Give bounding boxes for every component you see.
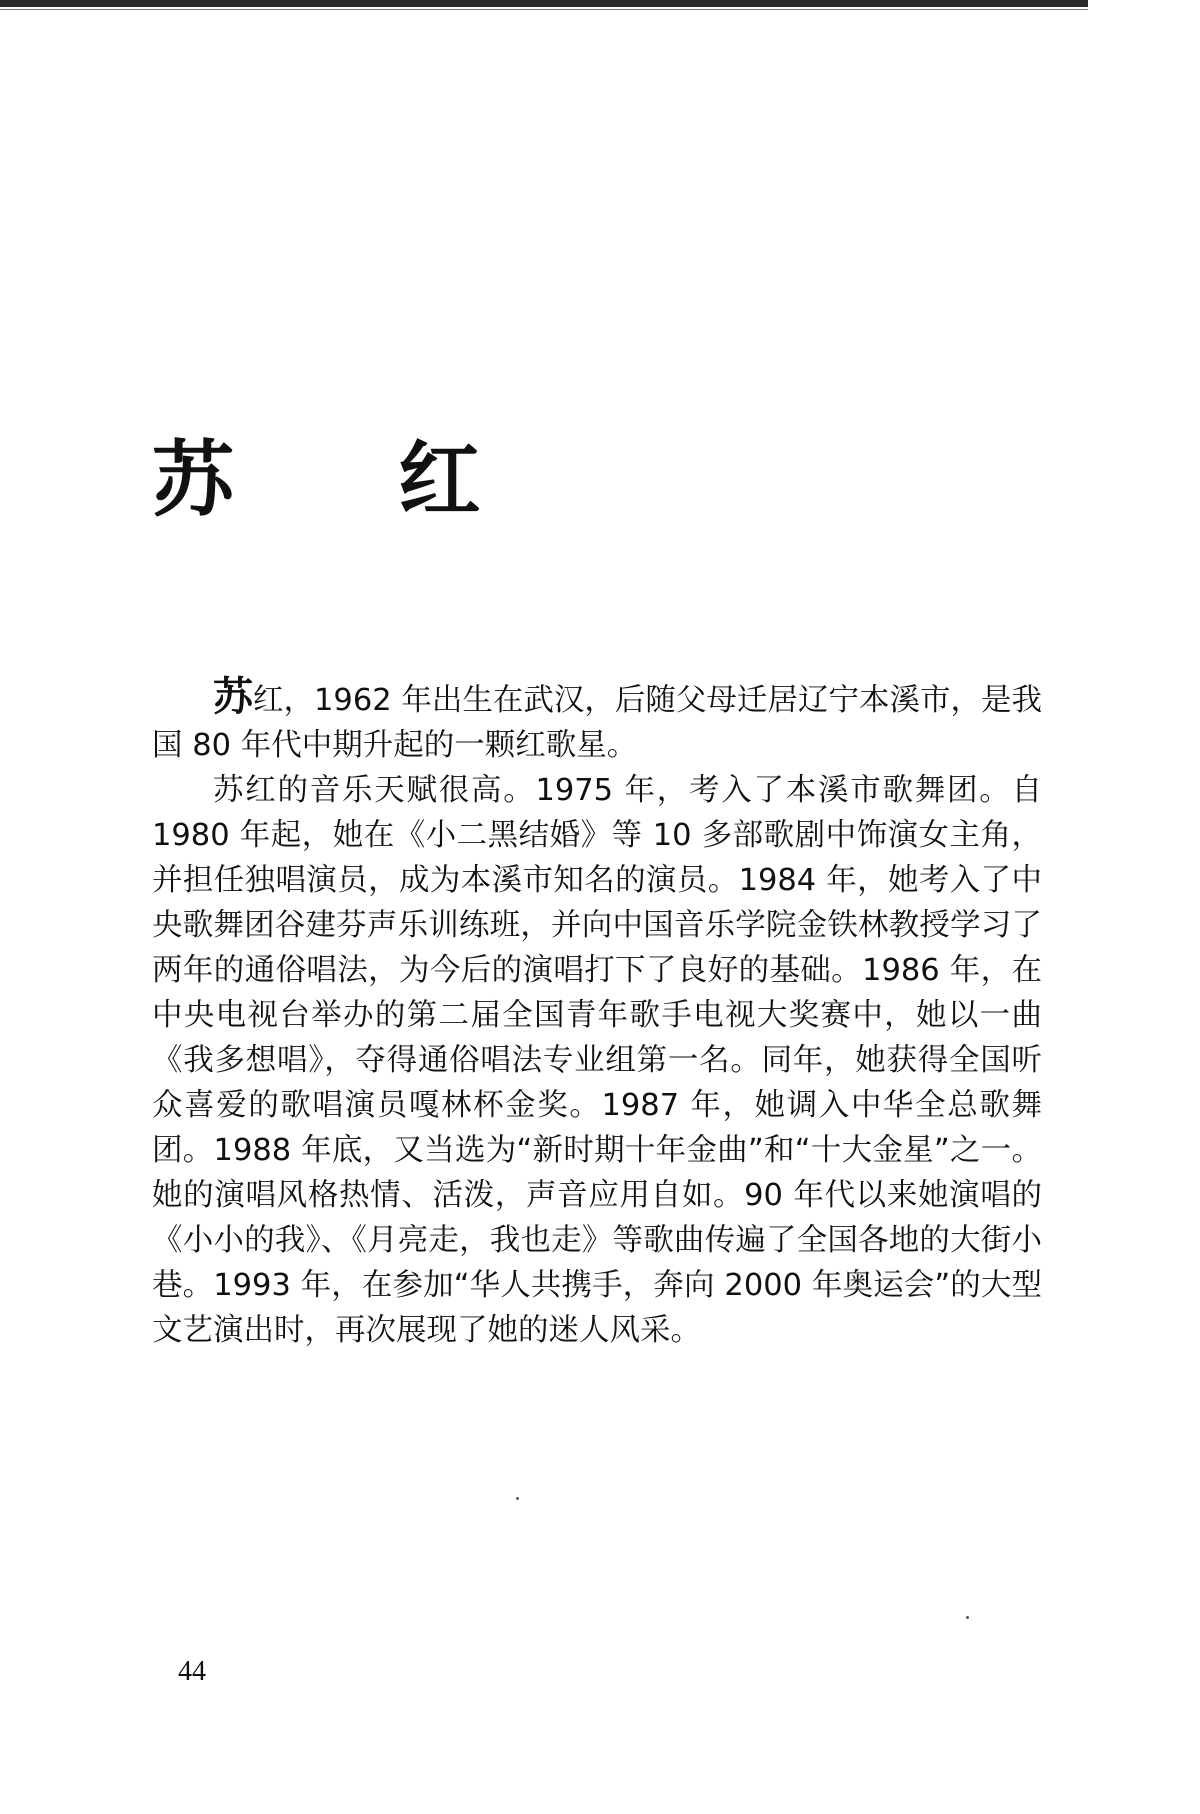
paragraph-1: 苏红，1962 年出生在武汉，后随父母迁居辽宁本溪市，是我国 80 年代中期升起的一颗红歌星。 bbox=[152, 674, 1042, 763]
page-number: 44 bbox=[178, 1656, 206, 1687]
top-rule bbox=[0, 0, 1088, 7]
top-rule-thin bbox=[0, 9, 1088, 10]
paragraph-2: 苏红的音乐天赋很高。1975 年，考入了本溪市歌舞团。自 1980 年起，她在《小二黑结婚》等 10 多部歌剧中饰演女主角，并担任独唱演员，成为本溪市知名的演员。1984 年，她考入了中央歌舞团谷建芬声乐训练班，并向中国音乐学院金铁林教授学习了两年的通俗唱法，为今后的演唱打下了良好的基础。1986 年，在中央电视台举办的第二届全国青年歌手电视大奖赛中，她以一曲《我多想唱》，夺得通俗唱法专业组第一名。同年，她获得全国听众喜爱的歌唱演员嘎林杯金奖。1987 年，她调入中华全总歌舞团。1988 年底，又当选为“新时期十年金曲”和“十大金星”之一。她的演唱风格热情、活泼，声音应用自如。90 年代以来她演唱的《小小的我》、《月亮走，我也走》等歌曲传遍了全国各地的大街小巷。1993 年，在参加“华人共携手，奔向 2000 年奥运会”的大型文艺演出时，再次展现了她的迷人风采。 bbox=[152, 773, 1042, 1348]
print-speck bbox=[966, 1616, 969, 1619]
body-text bbox=[152, 675, 1042, 1353]
page-title: 苏 红 bbox=[152, 433, 549, 528]
print-speck bbox=[516, 1497, 519, 1500]
